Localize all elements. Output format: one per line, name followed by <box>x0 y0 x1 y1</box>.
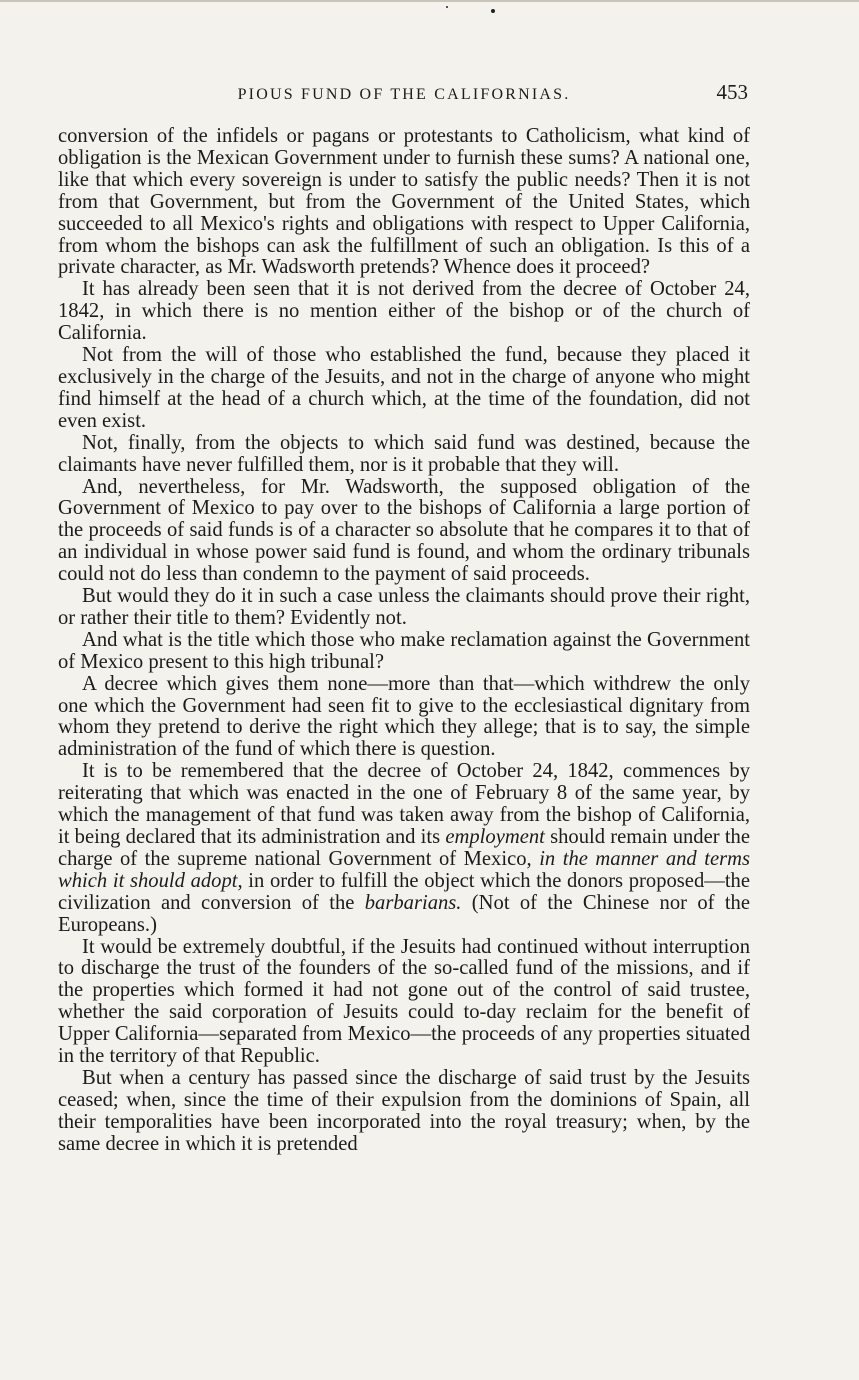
paragraph: But would they do it in such a case unless the claimants should prove their right, or rather their title to them? Evidently not. <box>58 585 750 629</box>
paragraph: And what is the title which those who make reclamation against the Government of Mexico present to this high tribunal? <box>58 628 750 673</box>
text-run: should remain under the charge of the supreme national Government of Mexico, <box>58 826 750 870</box>
paragraph: It would be extremely doubtful, if the Jesuits had continued without interruption to discharge the trust of the founders of the so-called fund of the missions, and if the properties which formed it had not gone out of the control of said trustee, whether the said corporation of Jesuits could to-day reclaim for the benefit of Upper California—separated from Mexico—the proceeds of any properties situated in the territory of that Republic. <box>58 935 750 1068</box>
page-top-border <box>0 0 859 2</box>
text-run: , in order to fulfill the object which the donors proposed—the civilization and conversion of the <box>58 869 750 914</box>
paragraph: Not from the will of those who established the fund, because they placed it exclusively in the charge of the Jesuits, and not in the charge of anyone who might find himself at the head of a church which, at the time of the foundation, did not even exist. <box>58 344 750 432</box>
ink-speck <box>446 6 448 8</box>
paragraph: Not, finally, from the objects to which said fund was destined, because the claimants have never fulfilled them, nor is it probable that they will. <box>58 431 750 476</box>
paragraph: But when a century has passed since the discharge of said trust by the Jesuits ceased; when, since the time of their expulsion from the dominions of Spain, all their temporalities have been incorporated into the royal treasury; when, by the same decree in which it is pretended <box>58 1066 750 1155</box>
body-text <box>58 126 750 1156</box>
paragraph: conversion of the infidels or pagans or protestants to Catholicism, what kind of obligation is the Mexican Government under to furnish these sums? A national one, like that which every sovereign is under to satisfy the public needs? Then it is not from that Government, but from the Government of the United States, which succeeded to all Mexico's rights and obligations with respect to Upper California, from whom the bishops can ask the fulfillment of such an obligation. Is this of a private character, as Mr. Wadsworth pretends? Whence does it proceed? <box>58 125 750 279</box>
ink-speck <box>491 9 495 13</box>
page-number: 453 <box>716 80 748 104</box>
running-title: PIOUS FUND OF THE CALIFORNIAS. <box>237 86 571 103</box>
paragraph <box>58 761 750 936</box>
paragraph: A decree which gives them none—more than that—which withdrew the only one which the Government had seen fit to give to the ecclesiastical dignitary from whom they pretend to derive the right which they allege; that is to say, the simple administration of the fund of which there is question. <box>58 672 750 761</box>
page-header <box>58 80 750 110</box>
paragraph: It has already been seen that it is not derived from the decree of October 24, 1842, in which there is no mention either of the bishop or of the church of California. <box>58 278 750 345</box>
text-run: It is to be remembered that the decree of October 24, 1842, commences by reiterating that which was enacted in the one of February 8 of the same year, by which the management of that fund was taken away from the bishop of California, it being declared that its administration and its <box>58 760 750 848</box>
text-run: (Not of the Chinese nor of the Europeans.) <box>58 891 750 936</box>
italic-text: barbarians. <box>364 891 462 914</box>
paragraph: And, nevertheless, for Mr. Wadsworth, the supposed obligation of the Government of Mexico to pay over to the bishops of California a large portion of the proceeds of said funds is of a character so absolute that he compares it to that of an individual in whose power said fund is found, and whom the ordinary tribunals could not do less than condemn to the payment of said proceeds. <box>58 475 750 586</box>
italic-text: in the manner and terms which it should adopt <box>58 847 750 892</box>
italic-text: employment <box>445 826 545 848</box>
